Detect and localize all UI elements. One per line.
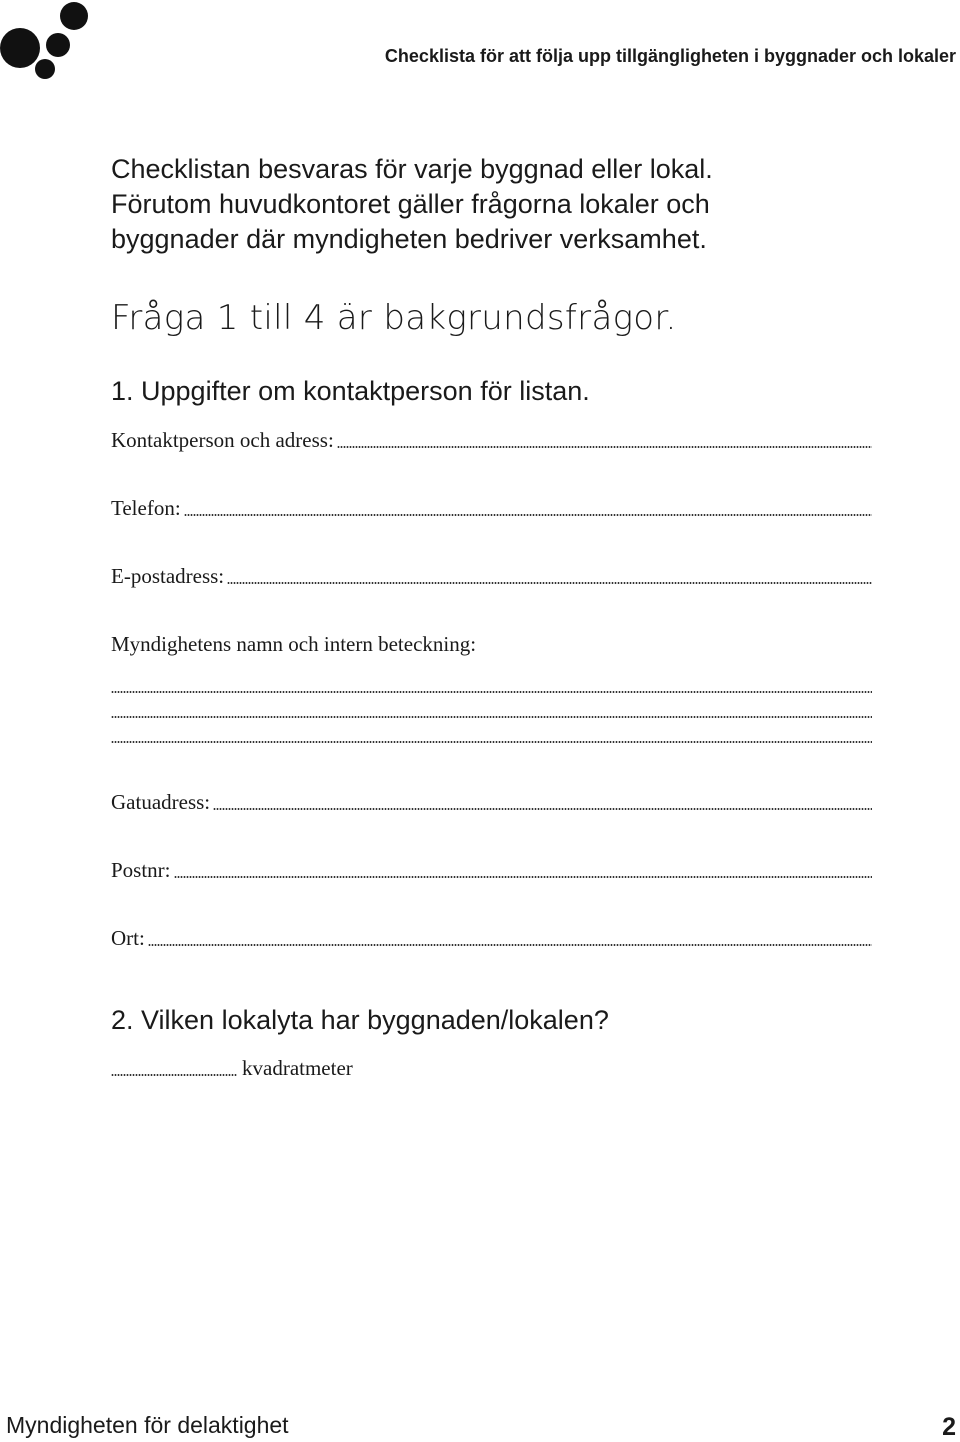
intro-line: byggnader där myndigheten bedriver verksamhet. [111, 224, 707, 254]
postcode-label: Postnr: [111, 858, 171, 882]
intro-paragraph [111, 152, 871, 257]
email-label: E-postadress: [111, 564, 225, 588]
page-number: 2 [942, 1413, 956, 1441]
document-header-title: Checklista för att följa upp tillgängligheten i byggnader och lokaler [384, 46, 956, 66]
answer-line[interactable] [337, 446, 872, 448]
agency-logo [0, 0, 96, 84]
street-address-field[interactable] [111, 790, 872, 815]
contact-person-label: Kontaktperson och adress: [111, 428, 334, 452]
city-field[interactable] [111, 926, 872, 951]
email-field[interactable] [111, 564, 872, 589]
postcode-field[interactable] [111, 858, 872, 883]
phone-field[interactable] [111, 496, 872, 521]
answer-line[interactable] [174, 876, 872, 878]
intro-line: Checklistan besvaras för varje byggnad eller lokal. [111, 154, 713, 184]
question-2-heading: 2. Vilken lokalyta har byggnaden/lokalen? [111, 1005, 609, 1035]
contact-person-field[interactable] [111, 428, 872, 453]
intro-line: Förutom huvudkontoret gäller frågorna lokaler och [111, 189, 710, 219]
street-address-label: Gatuadress: [111, 790, 211, 814]
agency-answer-line[interactable] [111, 691, 872, 693]
answer-line[interactable] [227, 582, 872, 584]
answer-line[interactable] [111, 1074, 237, 1076]
background-questions-heading: Fråga 1 till 4 är bakgrundsfrågor. [111, 298, 677, 338]
question-1-heading: 1. Uppgifter om kontaktperson för listan. [111, 376, 590, 406]
agency-name-label: Myndighetens namn och intern beteckning: [111, 632, 477, 656]
floor-area-field[interactable] [111, 1056, 353, 1081]
area-unit-label: kvadratmeter [242, 1056, 353, 1080]
agency-name-field [111, 632, 872, 657]
answer-line[interactable] [148, 944, 872, 946]
answer-line[interactable] [184, 514, 872, 516]
city-label: Ort: [111, 926, 145, 950]
footer-organization: Myndigheten för delaktighet [6, 1412, 289, 1438]
phone-label: Telefon: [111, 496, 181, 520]
agency-answer-line[interactable] [111, 741, 872, 743]
answer-line[interactable] [213, 808, 872, 810]
agency-answer-line[interactable] [111, 716, 872, 718]
